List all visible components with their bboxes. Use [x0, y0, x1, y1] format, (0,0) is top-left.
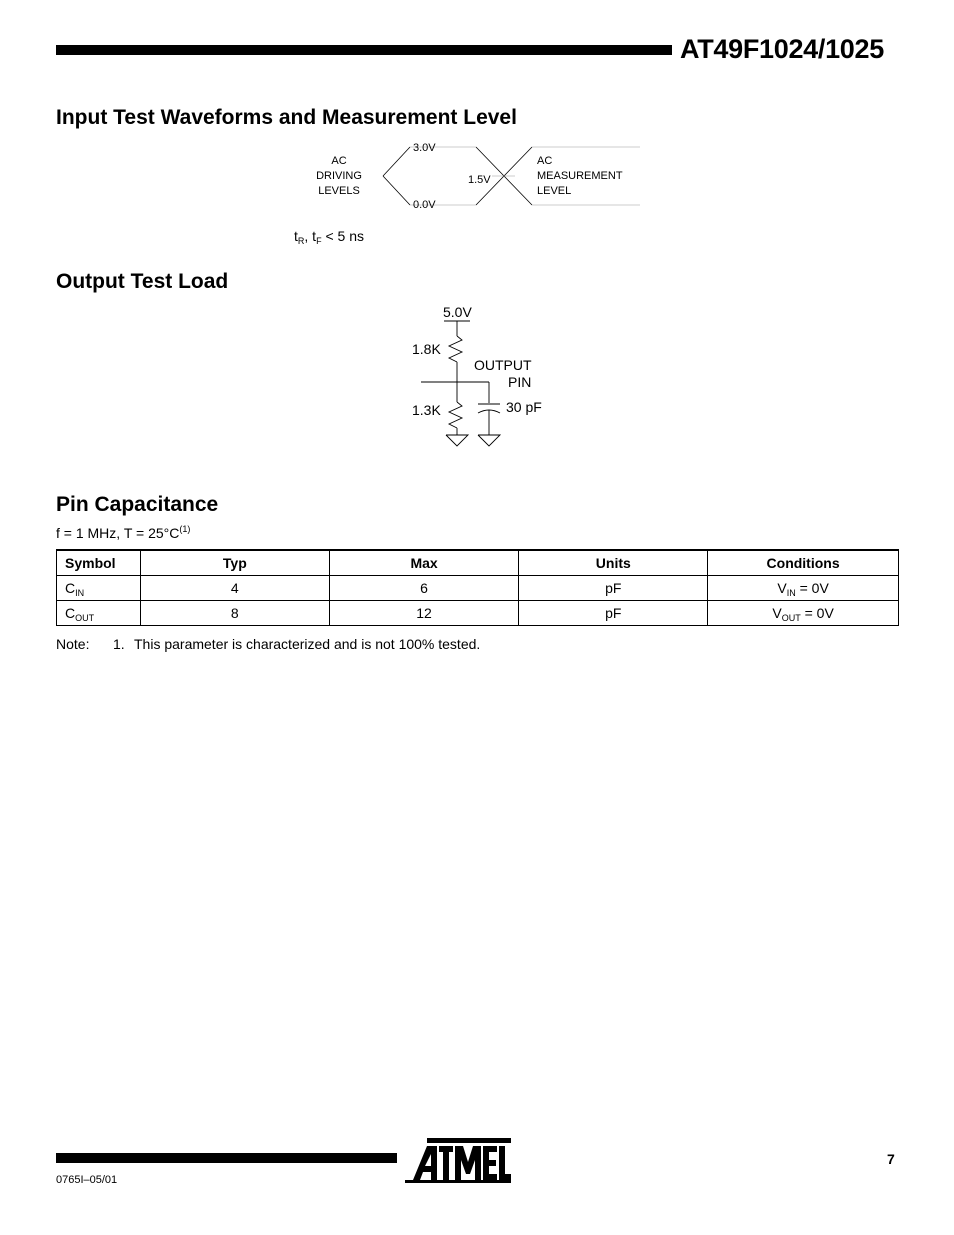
- label-line: LEVEL: [537, 185, 572, 197]
- pin-capacitance-table: [56, 549, 899, 626]
- page-number: 7: [887, 1151, 895, 1167]
- capacitance-conditions: f = 1 MHz, $T = 25^\circ C^{(1)}$: [56, 524, 191, 541]
- driving-levels-label: [316, 154, 362, 199]
- document-title: AT49F1024/1025: [680, 34, 884, 64]
- capacitor-label: 30 pF: [506, 399, 542, 415]
- resistor-bottom-label: 1.3K: [412, 402, 441, 418]
- resistor-bottom: [449, 402, 462, 428]
- footer-rule: [56, 1153, 397, 1163]
- label-line: LEVELS: [318, 185, 360, 197]
- resistor-top: [449, 336, 462, 362]
- output-label: OUTPUT: [474, 357, 532, 373]
- table-note: [56, 636, 481, 652]
- table-row: [57, 576, 899, 601]
- ground-right: [478, 435, 500, 446]
- column-header-max: Max: [329, 550, 519, 576]
- column-header-conditions: Conditions: [708, 550, 899, 576]
- column-header-units: Units: [519, 550, 708, 576]
- cell-conditions: $V_{IN} = 0V$: [708, 576, 899, 601]
- cell-max: 6: [329, 576, 519, 601]
- voltage-low-label: 0.0V: [413, 199, 436, 211]
- cell-conditions: $V_{OUT} = 0V$: [708, 601, 899, 626]
- table-header-row: [57, 550, 899, 576]
- label-line: AC: [331, 155, 347, 167]
- waveform-edge: [383, 147, 410, 176]
- voltage-mid-label: 1.5V: [468, 174, 491, 186]
- rise-fall-time-label: $t_R$, $t_F < 5$ ns: [294, 228, 364, 246]
- cell-typ: 4: [140, 576, 329, 601]
- measurement-level-label: [537, 154, 623, 199]
- table-row: [57, 601, 899, 626]
- cell-symbol: $C_{OUT}$: [57, 601, 141, 626]
- voltage-high-label: 3.0V: [413, 142, 436, 154]
- supply-voltage-label: 5.0V: [443, 304, 472, 320]
- cell-symbol: $C_{IN}$: [57, 576, 141, 601]
- waveform-lines: [0, 0, 954, 260]
- atmel-logo: [405, 1134, 513, 1184]
- resistor-top-label: 1.8K: [412, 341, 441, 357]
- section-heading-output-test-load: Output Test Load: [56, 270, 229, 293]
- cell-units: pF: [519, 576, 708, 601]
- cell-units: pF: [519, 601, 708, 626]
- note-text: This parameter is characterized and is not 100% tested.: [134, 636, 481, 652]
- note-number: 1.: [113, 636, 125, 652]
- label-line: DRIVING: [316, 170, 362, 182]
- cell-typ: 8: [140, 601, 329, 626]
- document-code: 0765I–05/01: [56, 1174, 118, 1186]
- schematic-lines: [0, 290, 954, 460]
- ground-left: [446, 435, 468, 446]
- note-label: Note:: [56, 636, 90, 652]
- section-heading-pin-capacitance: Pin Capacitance: [56, 493, 219, 516]
- pin-label: PIN: [508, 374, 532, 390]
- section-heading-input-waveforms: Input Test Waveforms and Measurement Level: [56, 106, 517, 129]
- label-line: MEASUREMENT: [537, 170, 623, 182]
- cell-max: 12: [329, 601, 519, 626]
- column-header-typ: Typ: [140, 550, 329, 576]
- label-line: AC: [537, 155, 553, 167]
- column-header-symbol: Symbol: [57, 550, 141, 576]
- waveform-edge: [383, 176, 410, 205]
